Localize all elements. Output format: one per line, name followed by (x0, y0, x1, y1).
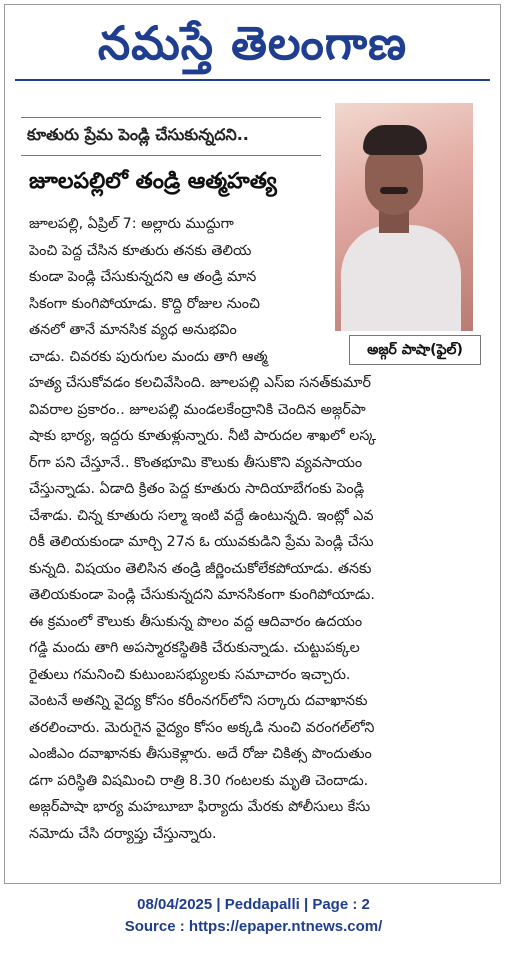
photo-caption: అజ్గర్ పాషా(ఫైల్) (349, 335, 481, 365)
kicker-top-rule (21, 117, 321, 118)
newspaper-clipping (4, 4, 501, 884)
article-body-line: చాడు. చివరకు పురుగుల మందు తాగి ఆత్మ (29, 348, 268, 365)
article-body-line: కుండా పెండ్లి చేసుకున్నదని ఆ తండ్రి మాన (29, 269, 257, 285)
article-body-line: రైతులు గమనించి కుటుంబసభ్యులకు సమాచారం ఇచ్చారు. (29, 666, 351, 683)
article-body-line: పెంచి పెద్ద చేసిన కూతురు తనకు తెలియ (29, 242, 252, 259)
footer-source: Source : https://epaper.ntnews.com/ (124, 918, 383, 935)
article-body-line: అజ్గర్‌పాషా భార్య మహబూబా ఫిర్యాదు మేరకు పోలీసులు కేసు (29, 799, 371, 815)
article-body-line: తరలించారు. మెరుగైన వైద్యం కోసం అక్కడి నుంచి వరంగల్‌లోని (29, 719, 375, 736)
footer-meta: 08/04/2025 | Peddapalli | Page : 2 (137, 896, 370, 913)
article-body-line: ఎంజీఎం దవాఖానకు తీసుకెళ్లారు. అదే రోజు చికిత్స పొందుతుం (29, 746, 372, 762)
masthead-title: నమస్తే తెలంగాణ (97, 16, 408, 70)
article-headline: జూలపల్లిలో తండ్రి ఆత్మహత్య (29, 169, 277, 194)
article-body-line: తనలో తానే మానసిక వ్యధ అనుభవిం (29, 322, 237, 338)
article-body-line: చేస్తున్నాడు. ఏడాది క్రితం పెద్ద కూతురు సాదియాబేగంకు పెండ్లి (29, 481, 365, 497)
kicker-bottom-rule (21, 155, 321, 156)
article-body-line: వెంటనే అతన్ని వైద్య కోసం కరీంనగర్‌లోని సర్కారు దవాఖానకు (29, 693, 368, 709)
article-body-line: నమోదు చేసి దర్యాప్తు చేస్తున్నారు. (29, 825, 217, 842)
article-body-line: ర్‌గా పని చేస్తూనే.. కొంతభూమి కౌలుకు తీసుకొని వ్యవసాయం (29, 454, 363, 471)
article-body-line: ఈ క్రమంలో కౌలుకు తీసుకున్న పొలం వద్ద ఆదివారం ఉదయం (29, 613, 363, 630)
article-body (29, 211, 491, 847)
article-kicker: కూతురు ప్రేమ పెండ్లి చేసుకున్నదని.. (27, 125, 249, 144)
article-body-line: సికంగా కుంగిపోయాడు. కొద్ది రోజుల నుంచి (29, 295, 260, 312)
article-body-line: చేశాడు. చిన్న కూతురు సల్మా ఇంటి వద్దే ఉంటున్నది. ఇంట్లో ఎవ (29, 507, 374, 524)
article-body-line: షాకు భార్య, ఇద్దరు కూతుళ్లున్నారు. నీటి పారుదల శాఖలో లస్క (29, 428, 377, 444)
article-body-line: వివరాల ప్రకారం.. జూలపల్లి మండలకేంద్రానికి చెందిన అజ్గర్‌పా (29, 401, 366, 418)
article-body-line: తెలియకుండా పెండ్లి చేసుకున్నదని మానసికంగా కుంగిపోయాడు. (29, 587, 375, 603)
article-body-line: జూలపల్లి, ఏప్రిల్ 7: అల్లారు ముద్దుగా (29, 216, 234, 232)
article-body-line: హత్య చేసుకోవడం కలచివేసింది. జూలపల్లి ఎస్ఐ సనత్‌కుమార్ (29, 375, 371, 391)
article-body-line: రికీ తెలియకుండా మార్చి 27న ఓ యువకుడిని ప్రేమ పెండ్లి చేసు (29, 534, 374, 550)
masthead-divider (15, 79, 490, 81)
article-body-line: గడ్డి మందు తాగి అపస్మారకస్థితికి చేరుకున్నాడు. చుట్టుపక్కల (29, 640, 360, 656)
article-body-line: డగా పరిస్థితి విషమించి రాత్రి 8.30 గంటలకు మృతి చెందాడు. (29, 772, 369, 789)
article-body-line: కున్నది. విషయం తెలిసిన తండ్రి జీర్ణించుకోలేకపోయాడు. తనకు (29, 560, 372, 577)
